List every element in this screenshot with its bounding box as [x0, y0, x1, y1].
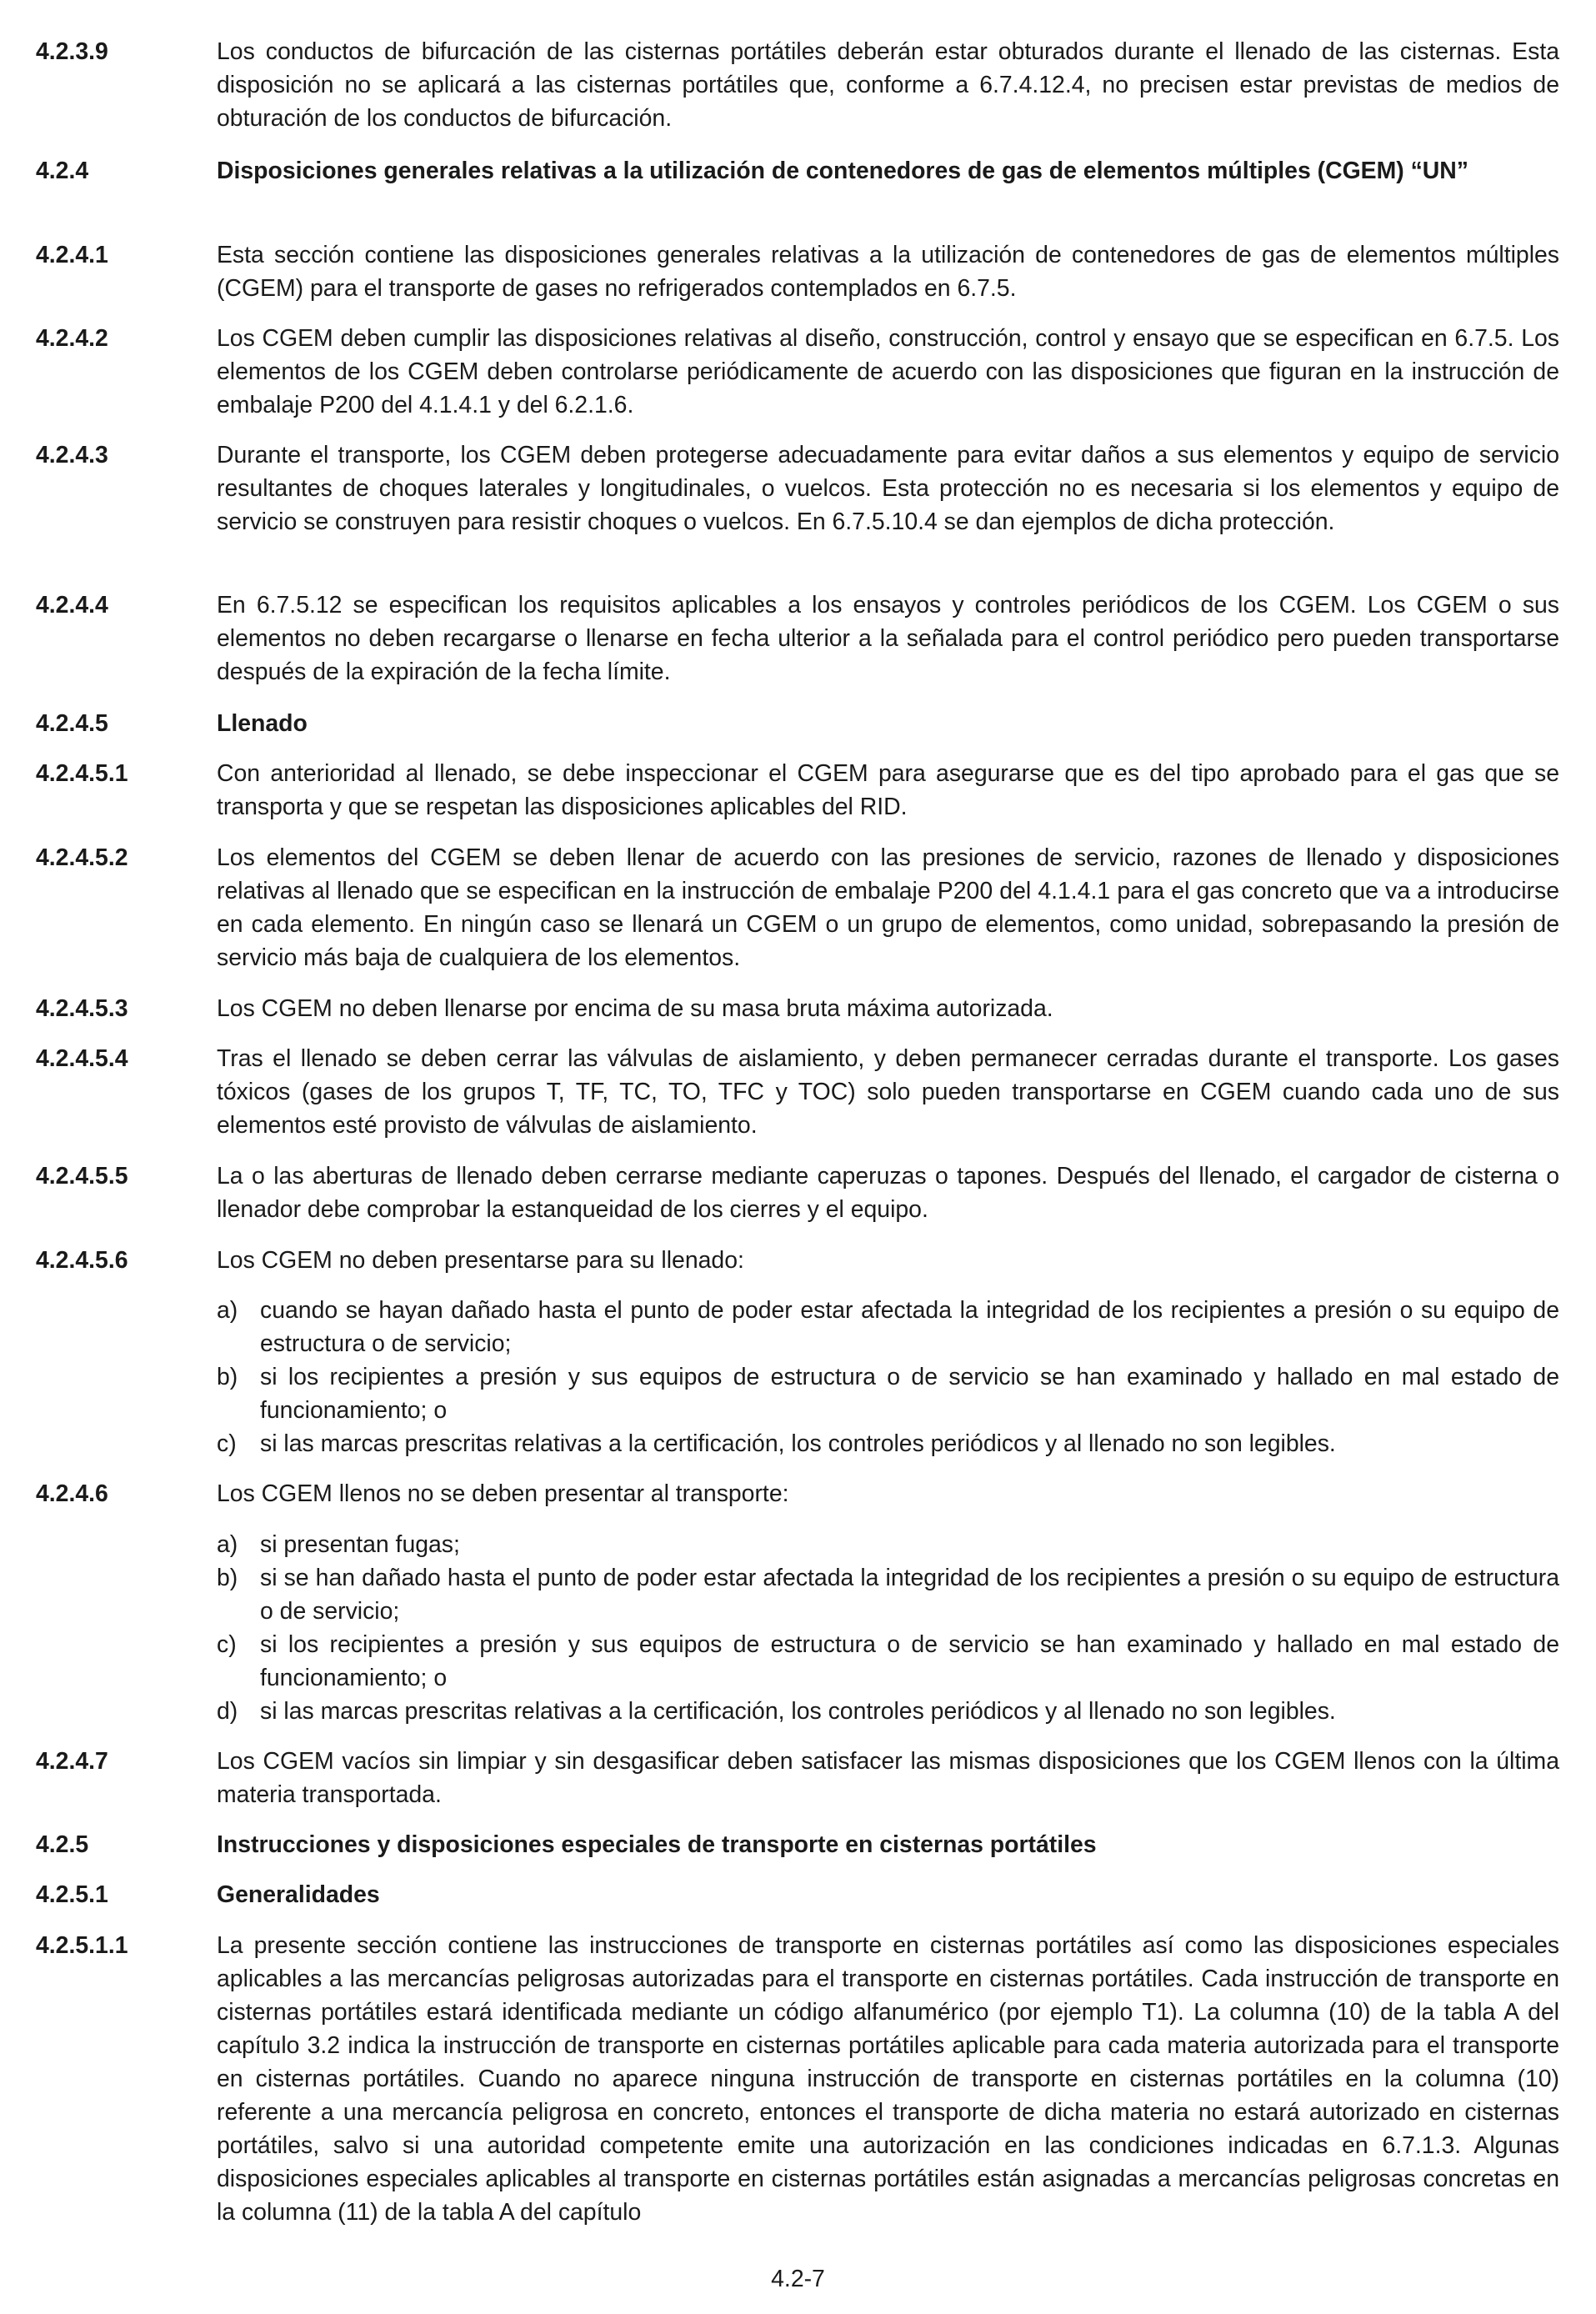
list-label: b)	[217, 1364, 238, 1390]
section-4-2-3-9	[36, 35, 1559, 135]
section-text: Los CGEM llenos no se deben presentar al transporte:	[217, 1480, 789, 1507]
section-heading: Generalidades	[217, 1881, 380, 1908]
heading-4-2-5-1	[36, 1878, 1559, 1911]
section-text: Los elementos del CGEM se deben llenar de acuerdo con las presiones de servicio, razones de llenado y disposiciones relativas al llenado que se especifican en la instrucción de embalaje P200 del 4.1.4.1 para el gas concreto que va a introducirse en cada elemento. En ningún caso se llenará un CGEM o un grupo de elementos, como unidad, sobrepasando la presión de servicio más baja de cualquiera de los elementos.	[217, 844, 1559, 971]
list-label: a)	[217, 1297, 238, 1324]
section-text: Tras el llenado se deben cerrar las válvulas de aislamiento, y deben permanecer cerradas durante el transporte. Los gases tóxicos (gases de los grupos T, TF, TC, TO, TFC y TOC) solo pueden transportarse en CGEM cuando cada uno de sus elementos esté provisto de válvulas de aislamiento.	[217, 1045, 1559, 1139]
heading-4-2-5	[36, 1828, 1559, 1861]
section-number: 4.2.4.5.3	[36, 995, 128, 1022]
section-number: 4.2.4.7	[36, 1748, 108, 1775]
section-text: Los CGEM no deben llenarse por encima de su masa bruta máxima autorizada.	[217, 995, 1053, 1022]
section-number: 4.2.4.2	[36, 325, 108, 352]
section-text: La o las aberturas de llenado deben cerrarse mediante caperuzas o tapones. Después del llenado, el cargador de cisterna o llenador debe comprobar la estanqueidad de los cierres y el equipo.	[217, 1163, 1559, 1223]
section-heading: Llenado	[217, 710, 308, 737]
list-label: b)	[217, 1565, 238, 1591]
list-label: c)	[217, 1631, 237, 1658]
list-item	[217, 1360, 1559, 1427]
list-text: si presentan fugas;	[260, 1531, 460, 1558]
list-item	[217, 1695, 1559, 1728]
section-4-2-4-5-5	[36, 1160, 1559, 1226]
section-text: Esta sección contiene las disposiciones generales relativas a la utilización de contenedores de gas de elementos múltiples (CGEM) para el transporte de gases no refrigerados contemplados en 6.7.5.	[217, 242, 1559, 302]
section-heading: Instrucciones y disposiciones especiales de transporte en cisternas portátiles	[217, 1831, 1097, 1858]
section-number: 4.2.4.5.2	[36, 844, 128, 871]
list-item	[217, 1528, 1559, 1561]
section-number: 4.2.4.5.5	[36, 1163, 128, 1190]
section-4-2-4-3	[36, 438, 1559, 538]
list-text: cuando se hayan dañado hasta el punto de poder estar afectada la integridad de los recipientes a presión o su equipo de estructura o de servicio;	[260, 1297, 1559, 1357]
section-4-2-4-4	[36, 589, 1559, 689]
section-number: 4.2.4.3	[36, 442, 108, 468]
section-number: 4.2.4.5.4	[36, 1045, 128, 1072]
section-heading: Disposiciones generales relativas a la utilización de contenedores de gas de elementos múltiples (CGEM) “UN”	[217, 158, 1468, 184]
section-number: 4.2.4.1	[36, 242, 108, 268]
heading-4-2-4	[36, 154, 1559, 188]
list-text: si se han dañado hasta el punto de poder estar afectada la integridad de los recipientes a presión o su equipo de estructura o de servicio;	[260, 1565, 1559, 1625]
section-4-2-4-5-2	[36, 841, 1559, 974]
list-text: si los recipientes a presión y sus equipos de estructura o de servicio se han examinado y hallado en mal estado de funcionamiento; o	[260, 1631, 1559, 1691]
section-4-2-4-5-3	[36, 992, 1559, 1025]
section-4-2-5-1-1	[36, 1929, 1559, 2229]
section-text: Los CGEM deben cumplir las disposiciones relativas al diseño, construcción, control y ensayo que se especifican en 6.7.5. Los elementos de los CGEM deben controlarse periódicamente de acuerdo con las disposiciones que figuran en la instrucción de embalaje P200 del 4.1.4.1 y del 6.2.1.6.	[217, 325, 1559, 418]
section-4-2-4-5-6	[36, 1244, 1559, 1277]
section-number: 4.2.3.9	[36, 38, 108, 65]
section-text: Los CGEM vacíos sin limpiar y sin desgasificar deben satisfacer las mismas disposiciones que los CGEM llenos con la última materia transportada.	[217, 1748, 1559, 1808]
section-4-2-4-2	[36, 322, 1559, 422]
section-number: 4.2.4.6	[36, 1480, 108, 1507]
list-label: c)	[217, 1430, 237, 1457]
section-number: 4.2.4.5.6	[36, 1247, 128, 1274]
list-item	[217, 1294, 1559, 1360]
section-number: 4.2.4.5.1	[36, 760, 128, 787]
section-text: Los conductos de bifurcación de las cisternas portátiles deberán estar obturados durante el llenado de las cisternas. Esta disposición no se aplicará a las cisternas portátiles que, conforme a 6.7.4.12.4, no precisen estar previstas de medios de obturación de los conductos de bifurcación.	[217, 38, 1559, 132]
section-4-2-4-6	[36, 1477, 1559, 1510]
list-item	[217, 1628, 1559, 1695]
section-number: 4.2.4	[36, 158, 89, 184]
section-number: 4.2.5.1.1	[36, 1932, 128, 1959]
section-text: Durante el transporte, los CGEM deben protegerse adecuadamente para evitar daños a sus elementos y equipo de servicio resultantes de choques laterales y longitudinales, o vuelcos. Esta protección no es necesaria si los elementos y equipo de servicio se construyen para resistir choques o vuelcos. En 6.7.5.10.4 se dan ejemplos de dicha protección.	[217, 442, 1559, 535]
section-text: Los CGEM no deben presentarse para su llenado:	[217, 1247, 744, 1274]
section-text: En 6.7.5.12 se especifican los requisitos aplicables a los ensayos y controles periódicos de los CGEM. Los CGEM o sus elementos no deben recargarse o llenarse en fecha ulterior a la señalada para el control periódico pero pueden transportarse después de la expiración de la fecha límite.	[217, 592, 1559, 685]
section-number: 4.2.4.4	[36, 592, 108, 619]
section-4-2-4-7	[36, 1745, 1559, 1811]
section-4-2-4-5-1	[36, 757, 1559, 824]
list-item	[217, 1561, 1559, 1628]
section-number: 4.2.4.5	[36, 710, 108, 737]
list-text: si los recipientes a presión y sus equipos de estructura o de servicio se han examinado y hallado en mal estado de funcionamiento; o	[260, 1364, 1559, 1424]
section-text: Con anterioridad al llenado, se debe inspeccionar el CGEM para asegurarse que es del tipo aprobado para el gas que se transporta y que se respetan las disposiciones aplicables del RID.	[217, 760, 1559, 820]
section-number: 4.2.5	[36, 1831, 89, 1858]
list-item	[217, 1427, 1559, 1460]
page-number: 4.2-7	[771, 2266, 825, 2292]
section-number: 4.2.5.1	[36, 1881, 108, 1908]
section-4-2-4-5-4	[36, 1042, 1559, 1142]
list-text: si las marcas prescritas relativas a la certificación, los controles periódicos y al llenado no son legibles.	[260, 1698, 1336, 1725]
list-label: a)	[217, 1531, 238, 1558]
heading-4-2-4-5	[36, 707, 1559, 740]
section-4-2-4-1	[36, 238, 1559, 305]
section-text: La presente sección contiene las instrucciones de transporte en cisternas portátiles así como las disposiciones especiales aplicables a las mercancías peligrosas autorizadas para el transporte en cisternas portátiles. Cada instrucción de transporte en cisternas portátiles estará identificada mediante un código alfanumérico (por ejemplo T1). La columna (10) de la tabla A del capítulo 3.2 indica la instrucción de transporte en cisternas portátiles aplicable para cada materia autorizada para el transporte en cisternas portátiles. Cuando no aparece ninguna instrucción de transporte en cisternas portátiles en la columna (10) referente a una mercancía peligrosa en concreto, entonces el transporte de dicha materia no estará autorizado en cisternas portátiles, salvo si una autoridad competente emite una autorización en las condiciones indicadas en 6.7.1.3. Algunas disposiciones especiales aplicables al transporte en cisternas portátiles están asignadas a mercancías peligrosas concretas en la columna (11) de la tabla A del capítulo	[217, 1932, 1559, 2226]
list-label: d)	[217, 1698, 238, 1725]
filling-conditions-list	[217, 1294, 1559, 1460]
list-text: si las marcas prescritas relativas a la certificación, los controles periódicos y al llenado no son legibles.	[260, 1430, 1336, 1457]
transport-conditions-list	[217, 1528, 1559, 1728]
